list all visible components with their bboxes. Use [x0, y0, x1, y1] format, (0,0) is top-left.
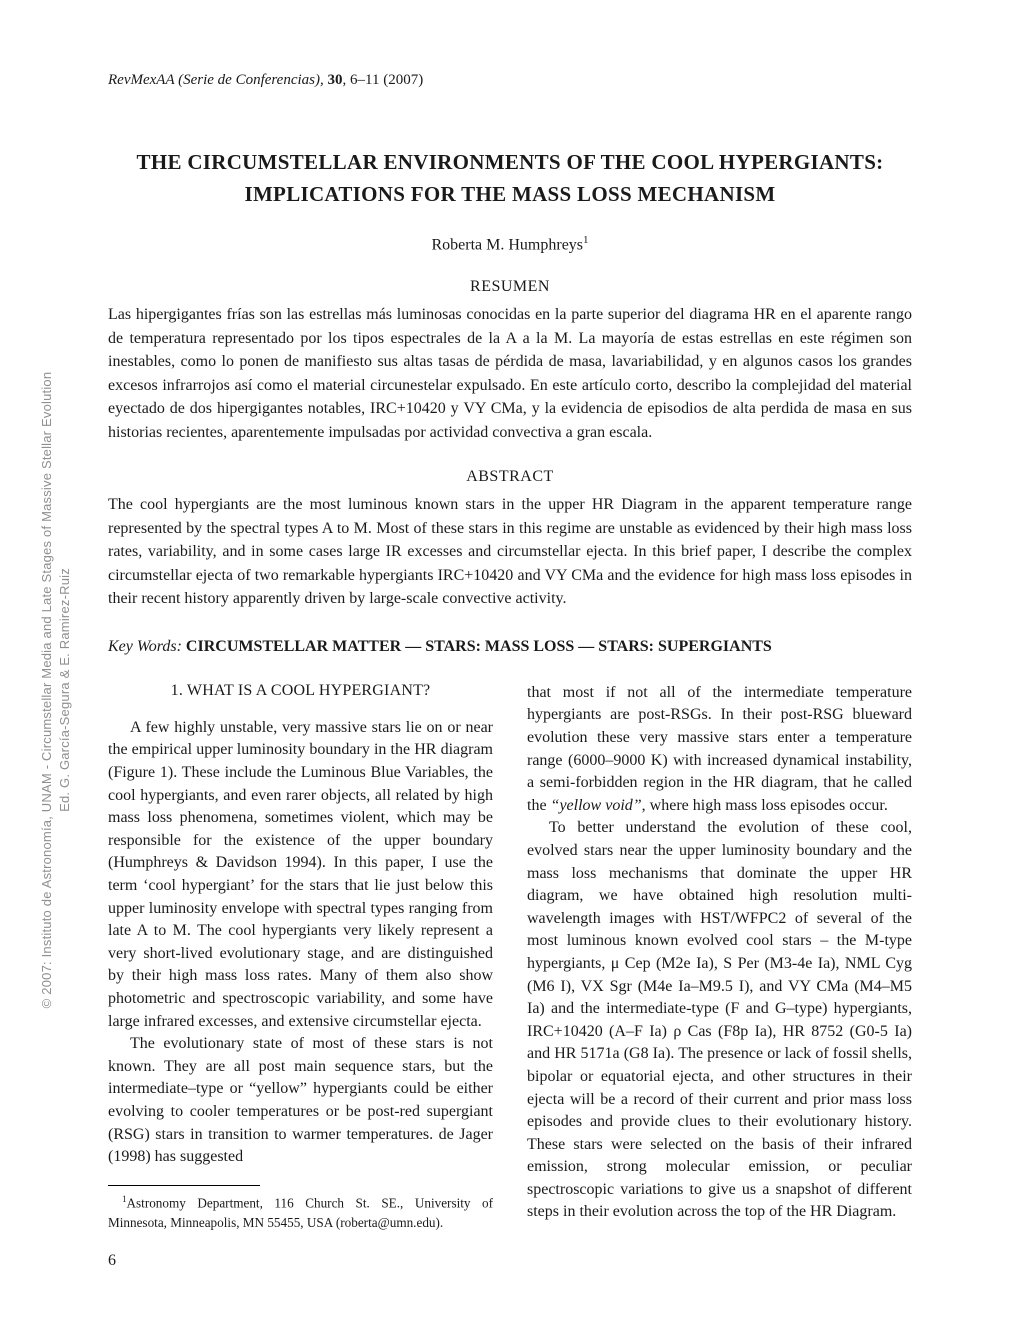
- footnote-mark: 1: [122, 1193, 127, 1204]
- author-affiliation-mark: 1: [583, 234, 589, 246]
- journal-header: [108, 0, 912, 90]
- footnote-rule: [108, 1185, 260, 1186]
- abstract-body: The cool hypergiants are the most luminous known stars in the upper HR Diagram in the apparent temperature range represented by the spectral types A to M. Most of these stars in this regime are unstable as evidenced by their high mass loss rates, variability, and in some cases large IR excesses and circumstellar ejecta. In this brief paper, I describe the complex circumstellar ejecta of two remarkable hypergiants IRC+10420 and VY CMa and the evidence for high mass loss episodes in their recent history apparently driven by large-scale convective activity.: [108, 496, 912, 608]
- left-column-paragraph-1: A few highly unstable, very massive stars lie on or near the empirical upper luminosity boundary in the HR diagram (Figure 1). These include the Luminous Blue Variables, the cool hypergiants, and even rarer objects, all related by high mass loss phenomena, sometimes violent, which may be responsible for the existence of the upper boundary (Humphreys & Davidson 1994). In this paper, I use the term ‘cool hypergiant’ for the stars that lie just below this upper luminosity envelope with spectral types ranging from late A to M. The cool hypergiants very likely represent a very short-lived evolutionary stage, and are distinguished by their high mass loss rates. Many of them also show photometric and spectroscopic variability, and some have large infrared excesses, and extensive circumstellar ejecta.: [108, 718, 493, 1030]
- journal-volume: 30: [327, 72, 343, 88]
- journal-name: RevMexAA (Serie de Conferencias),: [108, 72, 328, 88]
- footnote-text: Astronomy Department, 116 Church St. SE., University of Minnesota, Minneapolis, MN 55455, USA (roberta@umn.edu).: [108, 1195, 493, 1230]
- abstract-heading: ABSTRACT: [466, 468, 554, 486]
- footnote: [108, 1190, 493, 1232]
- two-column-body: [108, 682, 912, 1270]
- right-column-paragraph-1: [527, 682, 912, 818]
- right-column-paragraph-2: To better understand the evolution of these cool, evolved stars near the upper luminosity boundary and the mass loss mechanisms that dominate the upper HR diagram, we have obtained high resolution multi-wavelength images with HST/WFPC2 of several of the most luminous known evolved cool stars – the M-type hypergiants, μ Cep (M2e Ia), S Per (M3-4e Ia), NML Cyg (M6 I), VX Sgr (M4e Ia–M9.5 I), and VY CMa (M4–M5 Ia) and the intermediate-type (F and G–type) hypergiants, IRC+10420 (A–F Ia) ρ Cas (F8p Ia), HR 8752 (G0-5 Ia) and HR 5171a (G8 Ia). The presence or lack of fossil shells, bipolar or equatorial ejecta, and other structures in their ejecta will be a record of their current and prior mass loss episodes and provide clues to their evolutionary history. These stars were selected on the basis of their infrared emission, strong molecular emission, or peculiar spectroscopic variations to give us a snapshot of different steps in their evolution across the top of the HR Diagram.: [527, 819, 912, 1221]
- page-content: [108, 0, 912, 1270]
- paper-title-line2: IMPLICATIONS FOR THE MASS LOSS MECHANISM: [244, 182, 776, 206]
- left-column: [108, 682, 493, 1270]
- right-column: [527, 682, 912, 1270]
- section1-heading: 1. WHAT IS A COOL HYPERGIANT?: [170, 681, 431, 699]
- resumen-body: Las hipergigantes frías son las estrellas más luminosas conocidas en la parte superior del diagrama HR en el aparente rango de temperatura representado por los tipos espectrales de la A a la M. La mayoría de estas estrellas en este régimen son inestables, como lo ponen de manifiesto sus altas tasas de pérdida de masa, lavariabilidad, y en algunos casos los grandes excesos infrarrojos así como el material circunestelar expulsado. En este artículo corto, describo la complejidad del material eyectado de dos hipergigantes notables, IRC+10420 y VY CMa, y la evidencia de episodios de alta perdida de masa en sus historias recientes, aparentemente impulsadas por actividad convectiva a gran escala.: [108, 306, 912, 441]
- left-column-paragraph-2: The evolutionary state of most of these stars is not known. They are all post main sequence stars, but the intermediate–type or “yellow” hypergiants could be either evolving to cooler temperatures or be post-red supergiant (RSG) stars in transition to warmer temperatures. de Jager (1998) has suggested: [108, 1035, 493, 1166]
- sidebar-copyright-line: © 2007: Instituto de Astronomía, UNAM - Circumstellar Media and Late Stages of Massive Stellar Evolution: [39, 371, 54, 1009]
- sidebar-editors-line: Ed. G. García-Segura & E. Ramirez-Ruiz: [57, 568, 72, 812]
- keywords-body: CIRCUMSTELLAR MATTER — STARS: MASS LOSS — STARS: SUPERGIANTS: [181, 637, 772, 655]
- paper-title-line1: THE CIRCUMSTELLAR ENVIRONMENTS OF THE COOL HYPERGIANTS:: [136, 150, 884, 174]
- paper-title: [108, 146, 912, 210]
- author-line: [108, 234, 912, 254]
- resumen-heading: RESUMEN: [470, 278, 550, 296]
- right-paragraph-1-tail: , where high mass loss episodes occur.: [641, 796, 888, 814]
- keywords-line: [108, 636, 912, 658]
- yellow-void-italic: “yellow void”: [550, 796, 642, 814]
- author-name: Roberta M. Humphreys: [431, 236, 584, 254]
- sidebar-rotated-credit: [38, 330, 74, 1050]
- right-paragraph-1-text: that most if not all of the intermediate temperature hypergiants are post-RSGs. In their post-RSG blueward evolution these very massive stars enter a temperature range (6000–9000 K) with increased dynamical instability, a semi-forbidden region in the HR diagram, that he called the: [527, 683, 912, 814]
- page-number: 6: [108, 1252, 116, 1270]
- keywords-label: Key Words:: [108, 637, 182, 655]
- journal-pages: , 6–11 (2007): [342, 72, 424, 88]
